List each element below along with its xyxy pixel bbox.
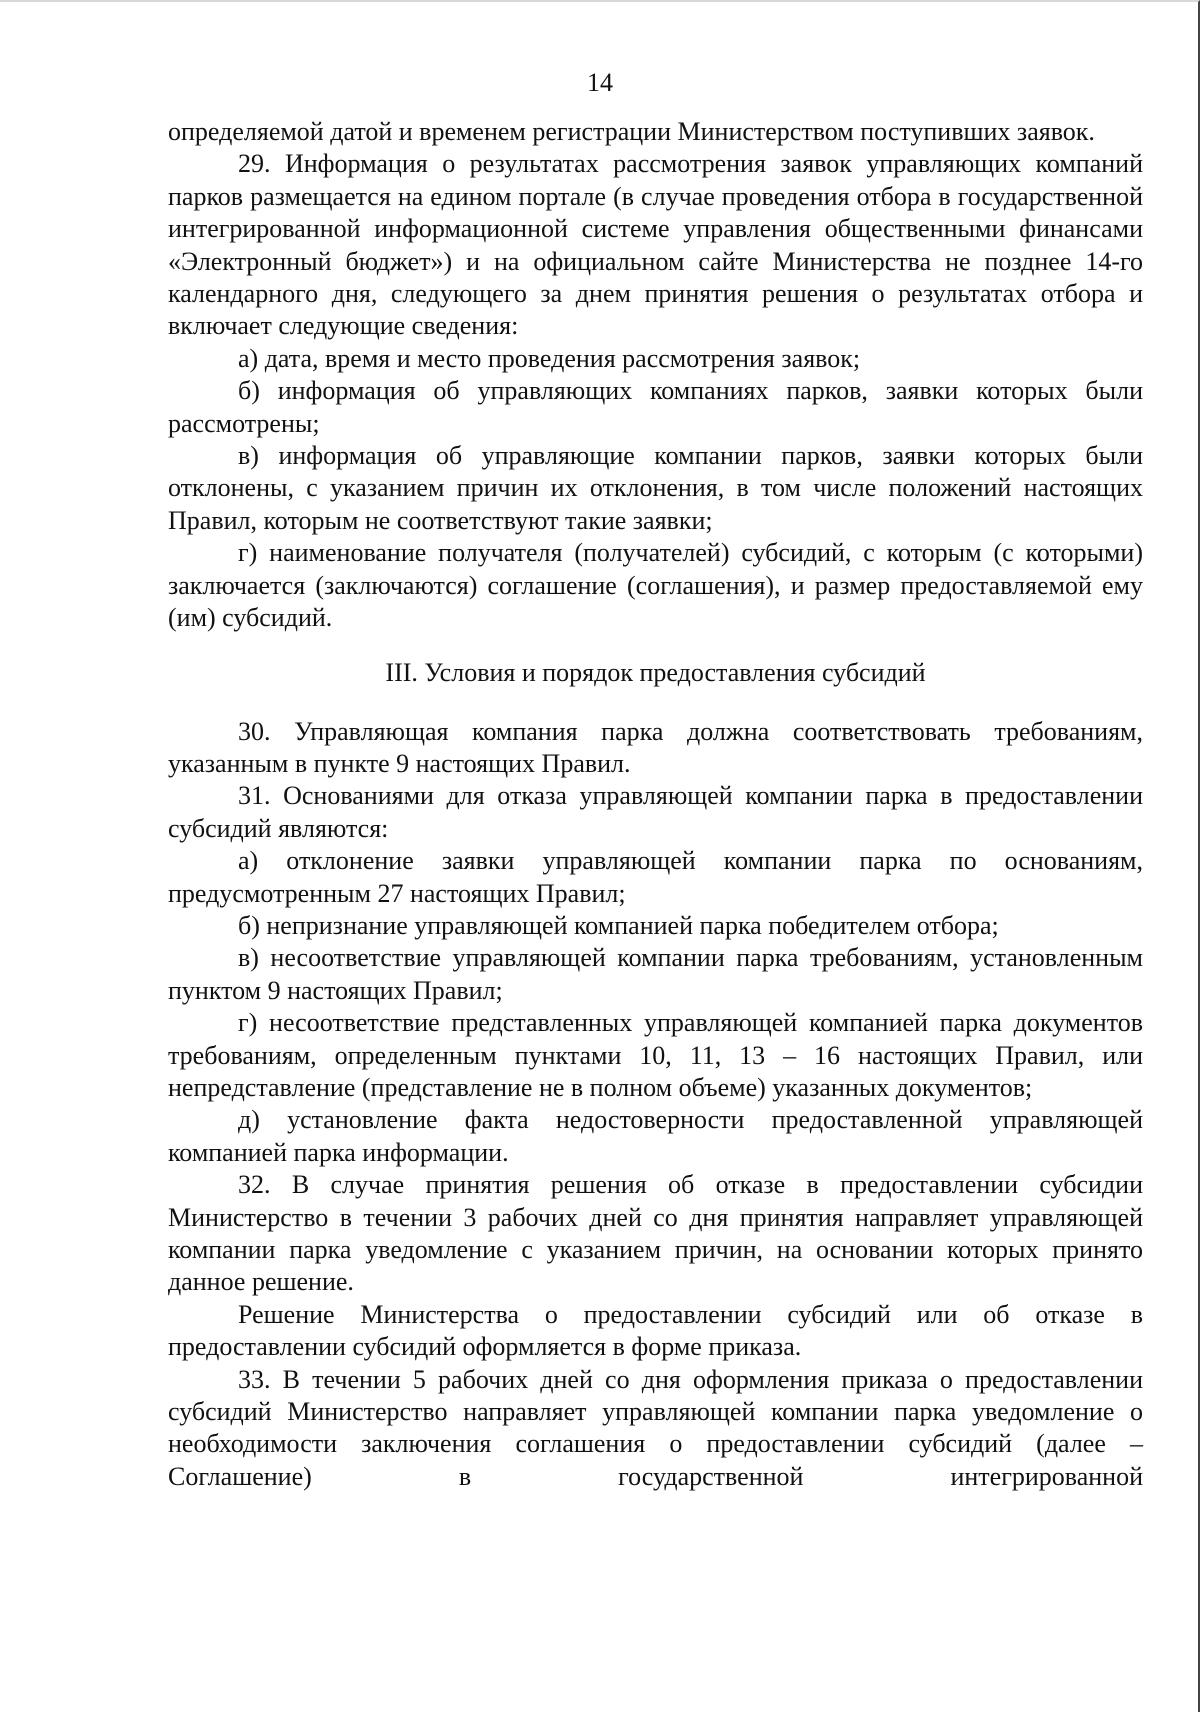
paragraph: 29. Информация о результатах рассмотрения заявок управляющих компаний парков размещается на едином портале (в случае проведения отбора в государственной интегрированной информационной системе управления общественными финансами «Электронный бюджет») и на официальном сайте Министерства не позднее 14-го календарного дня, следующего за днем принятия решения о результатах отбора и включает следующие сведения: [168, 149, 1143, 341]
paragraph: в) несоответствие управляющей компании парка требованиям, установленным пунктом 9 настоящих Правил; [168, 943, 1143, 1005]
paragraph: Решение Министерства о предоставлении субсидий или об отказе в предоставлении субсидий оформляется в форме приказа. [168, 1299, 1143, 1362]
paragraph: а) отклонение заявки управляющей компании парка по основаниям, предусмотренным 27 настоящих Правил; [168, 846, 1143, 908]
paragraph: б) непризнание управляющей компанией парка победителем отбора; [238, 910, 999, 940]
paragraph: в) информация об управляющие компании парков, заявки которых были отклонены, с указанием причин их отклонения, в том числе положений настоящих Правил, которым не соответствуют такие заявки; [168, 441, 1143, 535]
document-body [168, 116, 1143, 1493]
paragraph: определяемой датой и временем регистрации Министерством поступивших заявок. [168, 117, 1095, 146]
paragraph: 33. В течении 5 рабочих дней со дня оформления приказа о предоставлении субсидий Министерство направляет управляющей компании парка уведомление о необходимости заключения соглашения о предоставлении субсидий (далее – Соглашение) в государственной интегрированной [168, 1364, 1143, 1491]
paragraph: 30. Управляющая компания парка должна соответствовать требованиям, указанным в пункте 9 настоящих Правил. [168, 716, 1143, 778]
paragraph: 31. Основаниями для отказа управляющей компании парка в предоставлении субсидий являются: [168, 781, 1143, 843]
paragraph: а) дата, время и место проведения рассмотрения заявок; [238, 343, 861, 373]
paragraph: г) несоответствие представленных управляющей компанией парка документов требованиям, определенным пунктами 10, 11, 13 – 16 настоящих Правил, или непредставление (представление не в полном объеме) указанных документов; [168, 1008, 1143, 1102]
section-heading: III. Условия и порядок предоставления субсидий [385, 657, 926, 687]
paragraph: б) информация об управляющих компаниях парков, заявки которых были рассмотрены; [168, 376, 1143, 438]
paragraphs-before-section [168, 116, 1143, 635]
paragraphs-after-section [168, 716, 1143, 1494]
paragraph: 32. В случае принятия решения об отказе в предоставлении субсидии Министерство в течении 3 рабочих дней со дня принятия направляет управляющей компании парка уведомление с указанием причин, на основании которых принято данное решение. [168, 1170, 1143, 1297]
paragraph: д) установление факта недостоверности предоставленной управляющей компанией парка информации. [168, 1105, 1143, 1167]
paragraph: г) наименование получателя (получателей) субсидий, с которым (с которыми) заключается (заключаются) соглашение (соглашения), и размер предоставляемой ему (им) субсидий. [168, 538, 1143, 633]
page-number: 14 [587, 68, 613, 97]
